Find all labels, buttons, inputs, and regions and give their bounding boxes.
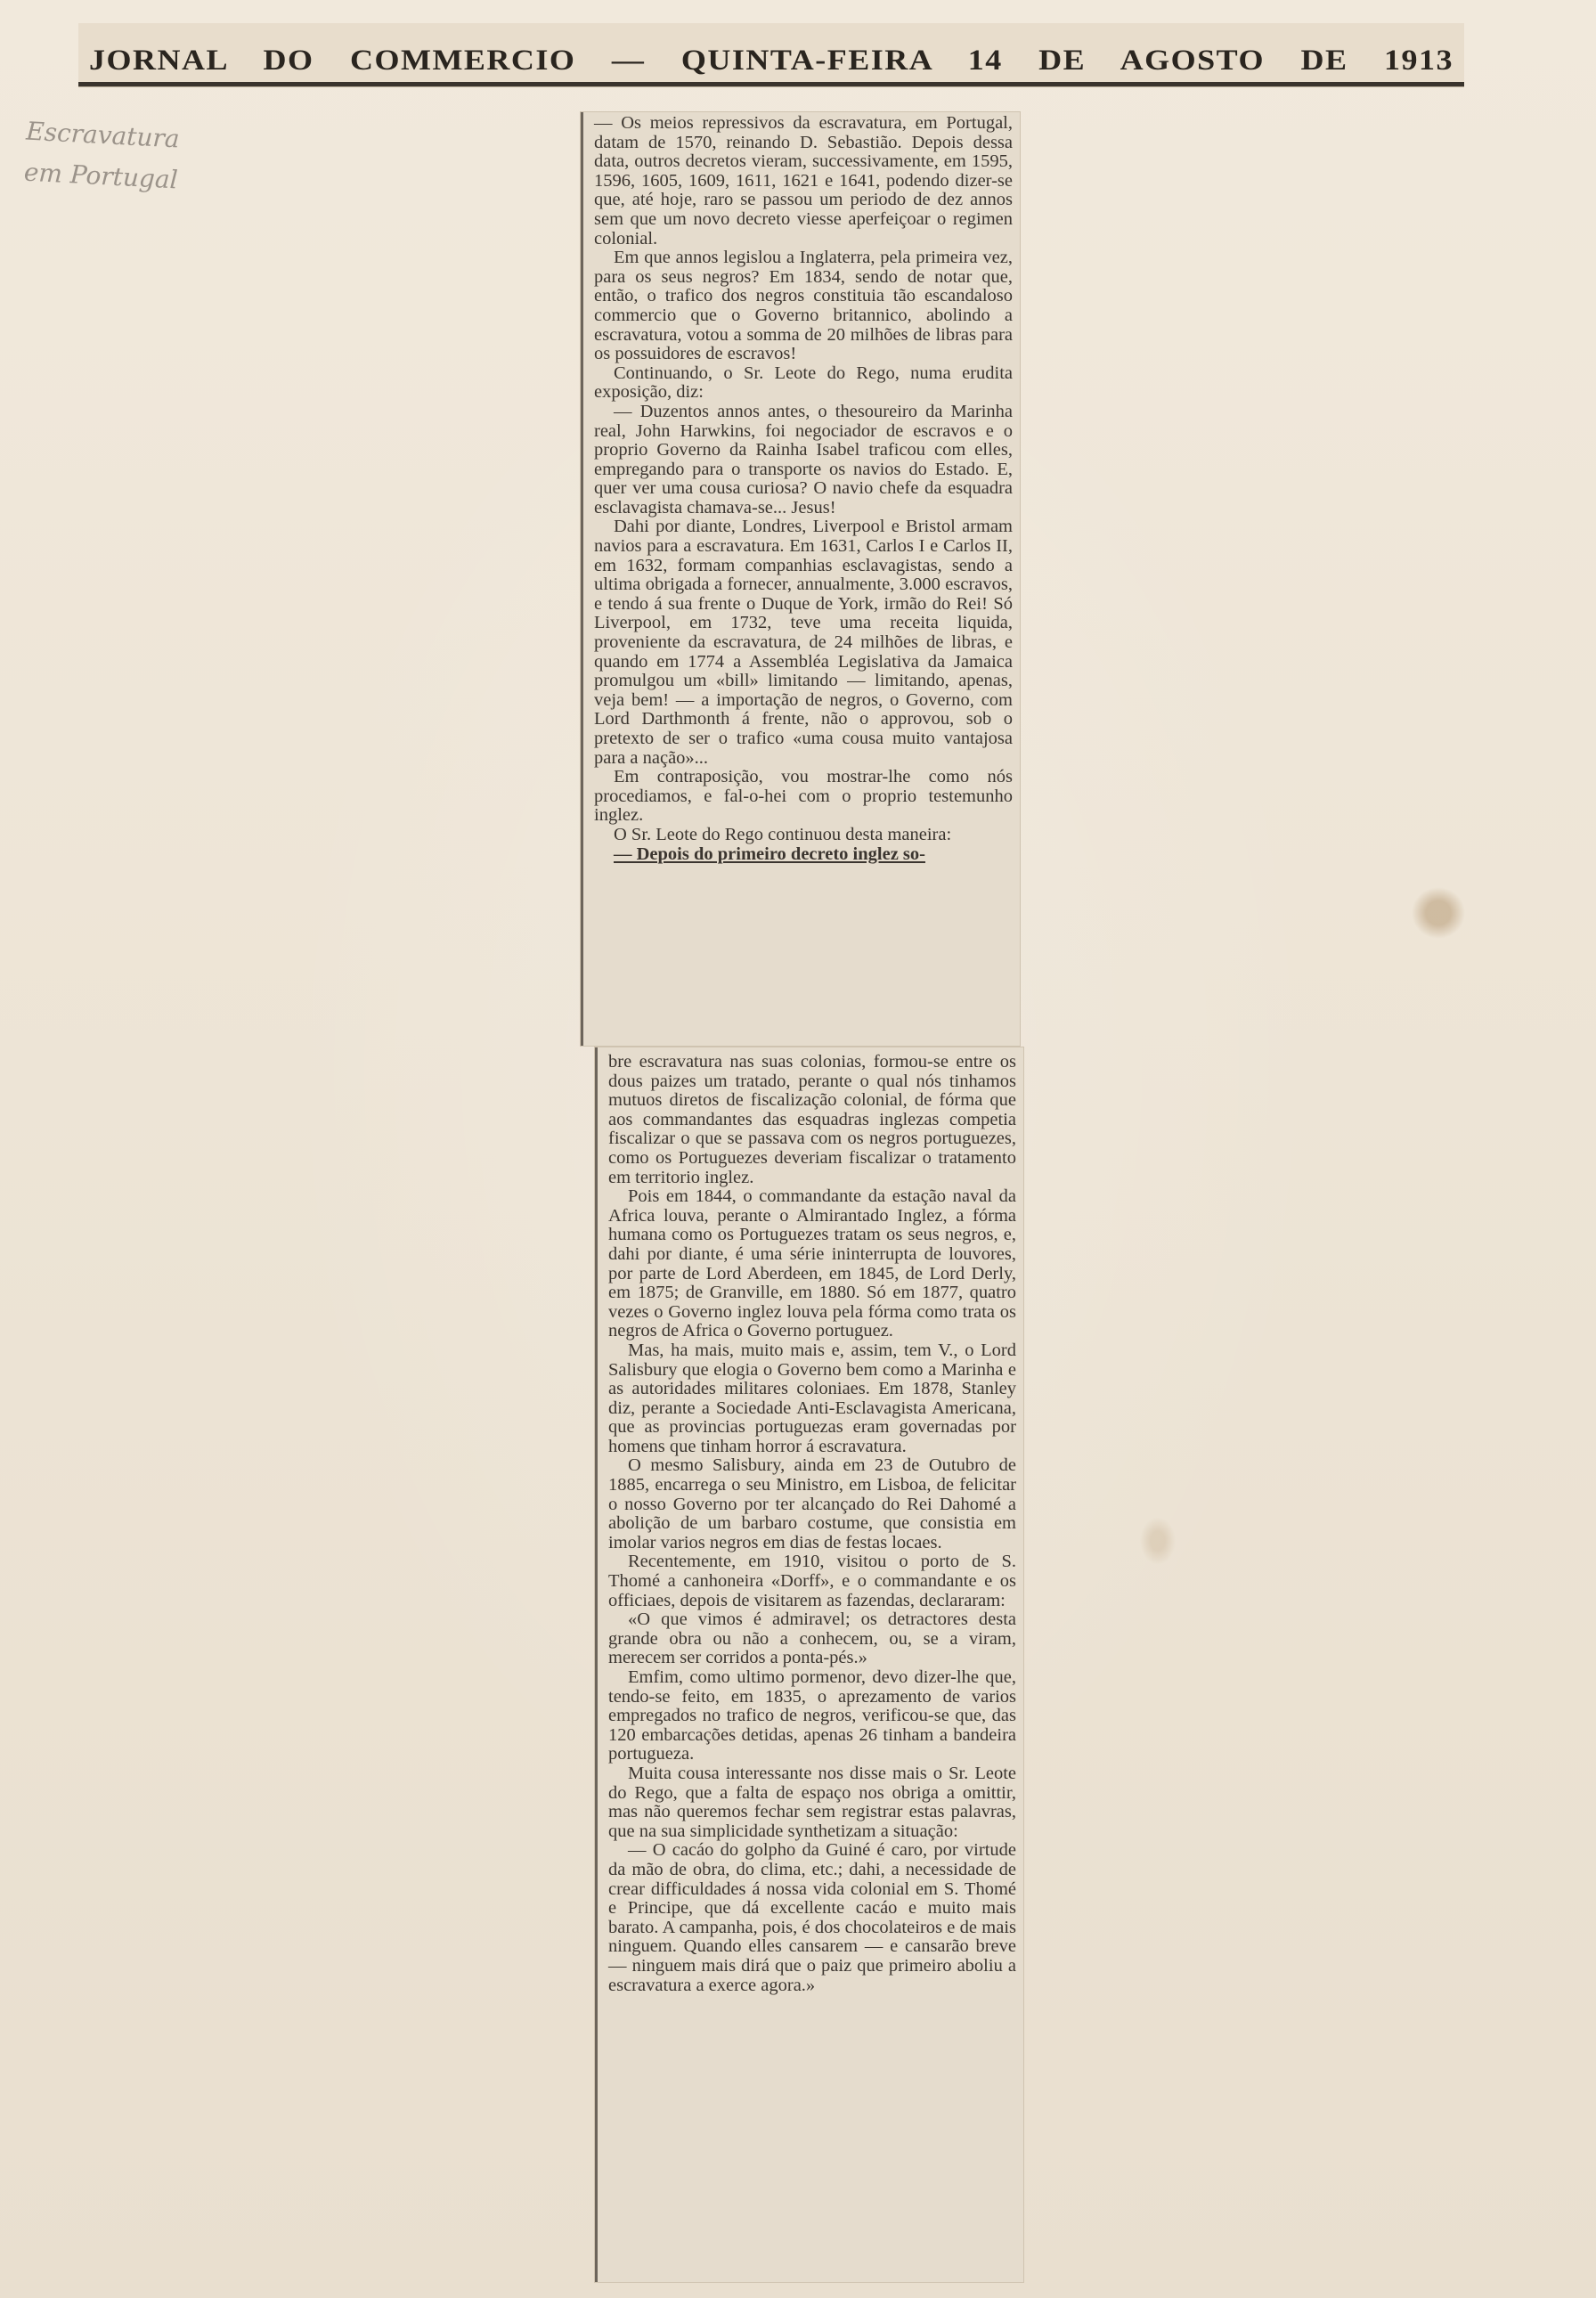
clipping-part-2 [595,1047,1023,2282]
paragraph: Em contraposição, vou mostrar-lhe como nós procediamos, e fal-o-hei com o proprio testemunho inglez. [594,767,1013,826]
newspaper-masthead [78,23,1464,86]
paragraph-bold-lead: — Depois do primeiro decreto inglez so- [614,843,925,864]
paragraph: Recentemente, em 1910, visitou o porto de S. Thomé a canhoneira «Dorff», e o commandante e os officiaes, depois de visitarem as fazendas, declararam: [608,1552,1016,1610]
paragraph: O Sr. Leote do Rego continuou desta maneira: [614,824,952,844]
paragraph: Mas, ha mais, muito mais e, assim, tem V., o Lord Salisbury que elogia o Governo bem como a Marinha e as autoridades militares coloniaes. Em 1878, Stanley diz, perante a Sociedade Anti-Esclavagista Americana, que as provincias portuguezas eram governadas por homens que tinham horror á escravatura. [608,1340,1016,1456]
article-column-1 [594,114,1013,864]
paragraph: Continuando, o Sr. Leote do Rego, numa erudita exposição, diz: [594,363,1013,403]
quote-paragraph: «O que vimos é admiravel; os detractores desta grande obra ou não a conhecem, ou, se a viram, merecem ser corridos a ponta-pés.» [608,1609,1016,1668]
paragraph: Muita cousa interessante nos disse mais o Sr. Leote do Rego, que a falta de espaço nos obriga a omittir, mas não queremos fechar sem registrar estas palavras, que na sua simplicidade synthetizam a situação: [608,1763,1016,1841]
paragraph: — O cacáo do golpho da Guiné é caro, por virtude da mão de obra, do clima, etc.; dahi, a necessidade de crear difficuldades á nossa vida colonial em S. Thomé e Principe, que dá excellente cacáo e muito mais barato. A campanha, pois, é dos chocolateiros e de mais ninguem. Quando elles cansarem — e cansarão breve — ninguem mais dirá que o paiz que primeiro aboliu a escravatura a exerce agora.» [608,1840,1016,1995]
article-column-2 [608,1053,1016,1995]
paragraph: Em que annos legislou a Inglaterra, pela primeira vez, para os seus negros? Em 1834, sendo de notar que, então, o trafico dos negros constituia tão escandaloso commercio que o Governo britannico, abolindo a escravatura, votou a somma de 20 milhões de libras para os possuidores de escravos! [594,248,1013,364]
clipping-part-1 [581,112,1020,1046]
paragraph: — Duzentos annos antes, o thesoureiro da Marinha real, John Harwkins, foi negociador de escravos e o proprio Governo da Rainha Isabel traficou com elles, empregando para o transporte os navios do Estado. E, quer ver uma cousa curiosa? O navio chefe da esquadra esclavagista chamava-se... Jesus! [594,401,1013,517]
paragraph: — Os meios repressivos da escravatura, em Portugal, datam de 1570, reinando D. Sebastião. Depois dessa data, outros decretos vieram, successivamente, em 1595, 1596, 1605, 1609, 1611, 1621 e 1641, podendo dizer-se que, até hoje, raro se passou um periodo de dez annos sem que um novo decreto viesse aperfeiçoar o regimen colonial. [594,113,1013,249]
paragraph: O mesmo Salisbury, ainda em 23 de Outubro de 1885, encarrega o seu Ministro, em Lisboa, de felicitar o nosso Governo por ter alcançado do Rei Dahomé a abolição de um barbaro costume, que consistia em imolar varios negros em dias de festas locaes. [608,1455,1016,1552]
paragraph: Emfim, como ultimo pormenor, devo dizer-lhe que, tendo-se feito, em 1835, o aprezamento de varios empregados no trafico de negros, verificou-se que, das 120 embarcações detidas, apenas 26 tinham a bandeira portugueza. [608,1667,1016,1764]
paragraph: Dahi por diante, Londres, Liverpool e Bristol armam navios para a escravatura. Em 1631, Carlos I e Carlos II, em 1632, formam companhias esclavagistas, sendo a ultima obrigada a fornecer, annualmente, 3.000 escravos, e tendo á sua frente o Duque de York, irmão do Rei! Só Liverpool, em 1732, teve uma receita liquida, proveniente da escravatura, de 24 milhões de libras, e quando em 1774 a Assembléa Legislativa da Jamaica promulgou um «bill» limitando — limitando, apenas, veja bem! — a importação de negros, o Governo, com Lord Darthmonth á frente, não o approvou, sob o pretexto de ser o trafico «uma cousa muito vantajosa para a nação»... [594,517,1013,768]
handwritten-note: Escravatura em Portugal [23,116,181,195]
masthead-title: JORNAL DO COMMERCIO — QUINTA-FEIRA 14 DE AGOSTO DE 1913 [89,43,1454,77]
paragraph: Pois em 1844, o commandante da estação naval da Africa louva, perante o Almirantado Inglez, a fórma humana como os Portuguezes tratam os seus negros, e, dahi por diante, é uma série ininterrupta de louvores, por parte de Lord Aberdeen, em 1845, de Lord Derly, em 1875; de Granville, em 1880. Só em 1877, quatro vezes o Governo inglez louva pela fórma como trata os negros de Africa o Governo portuguez. [608,1186,1016,1341]
paragraph: bre escravatura nas suas colonias, formou-se entre os dous paizes um tratado, perante o qual nós tinhamos mutuos diretos de fiscalização colonial, de fórma que aos commandantes das esquadras inglezas competia fiscalizar o que se passava com os negros portuguezes, como os Portuguezes deveriam fiscalizar o tratamento em territorio inglez. [608,1052,1016,1187]
